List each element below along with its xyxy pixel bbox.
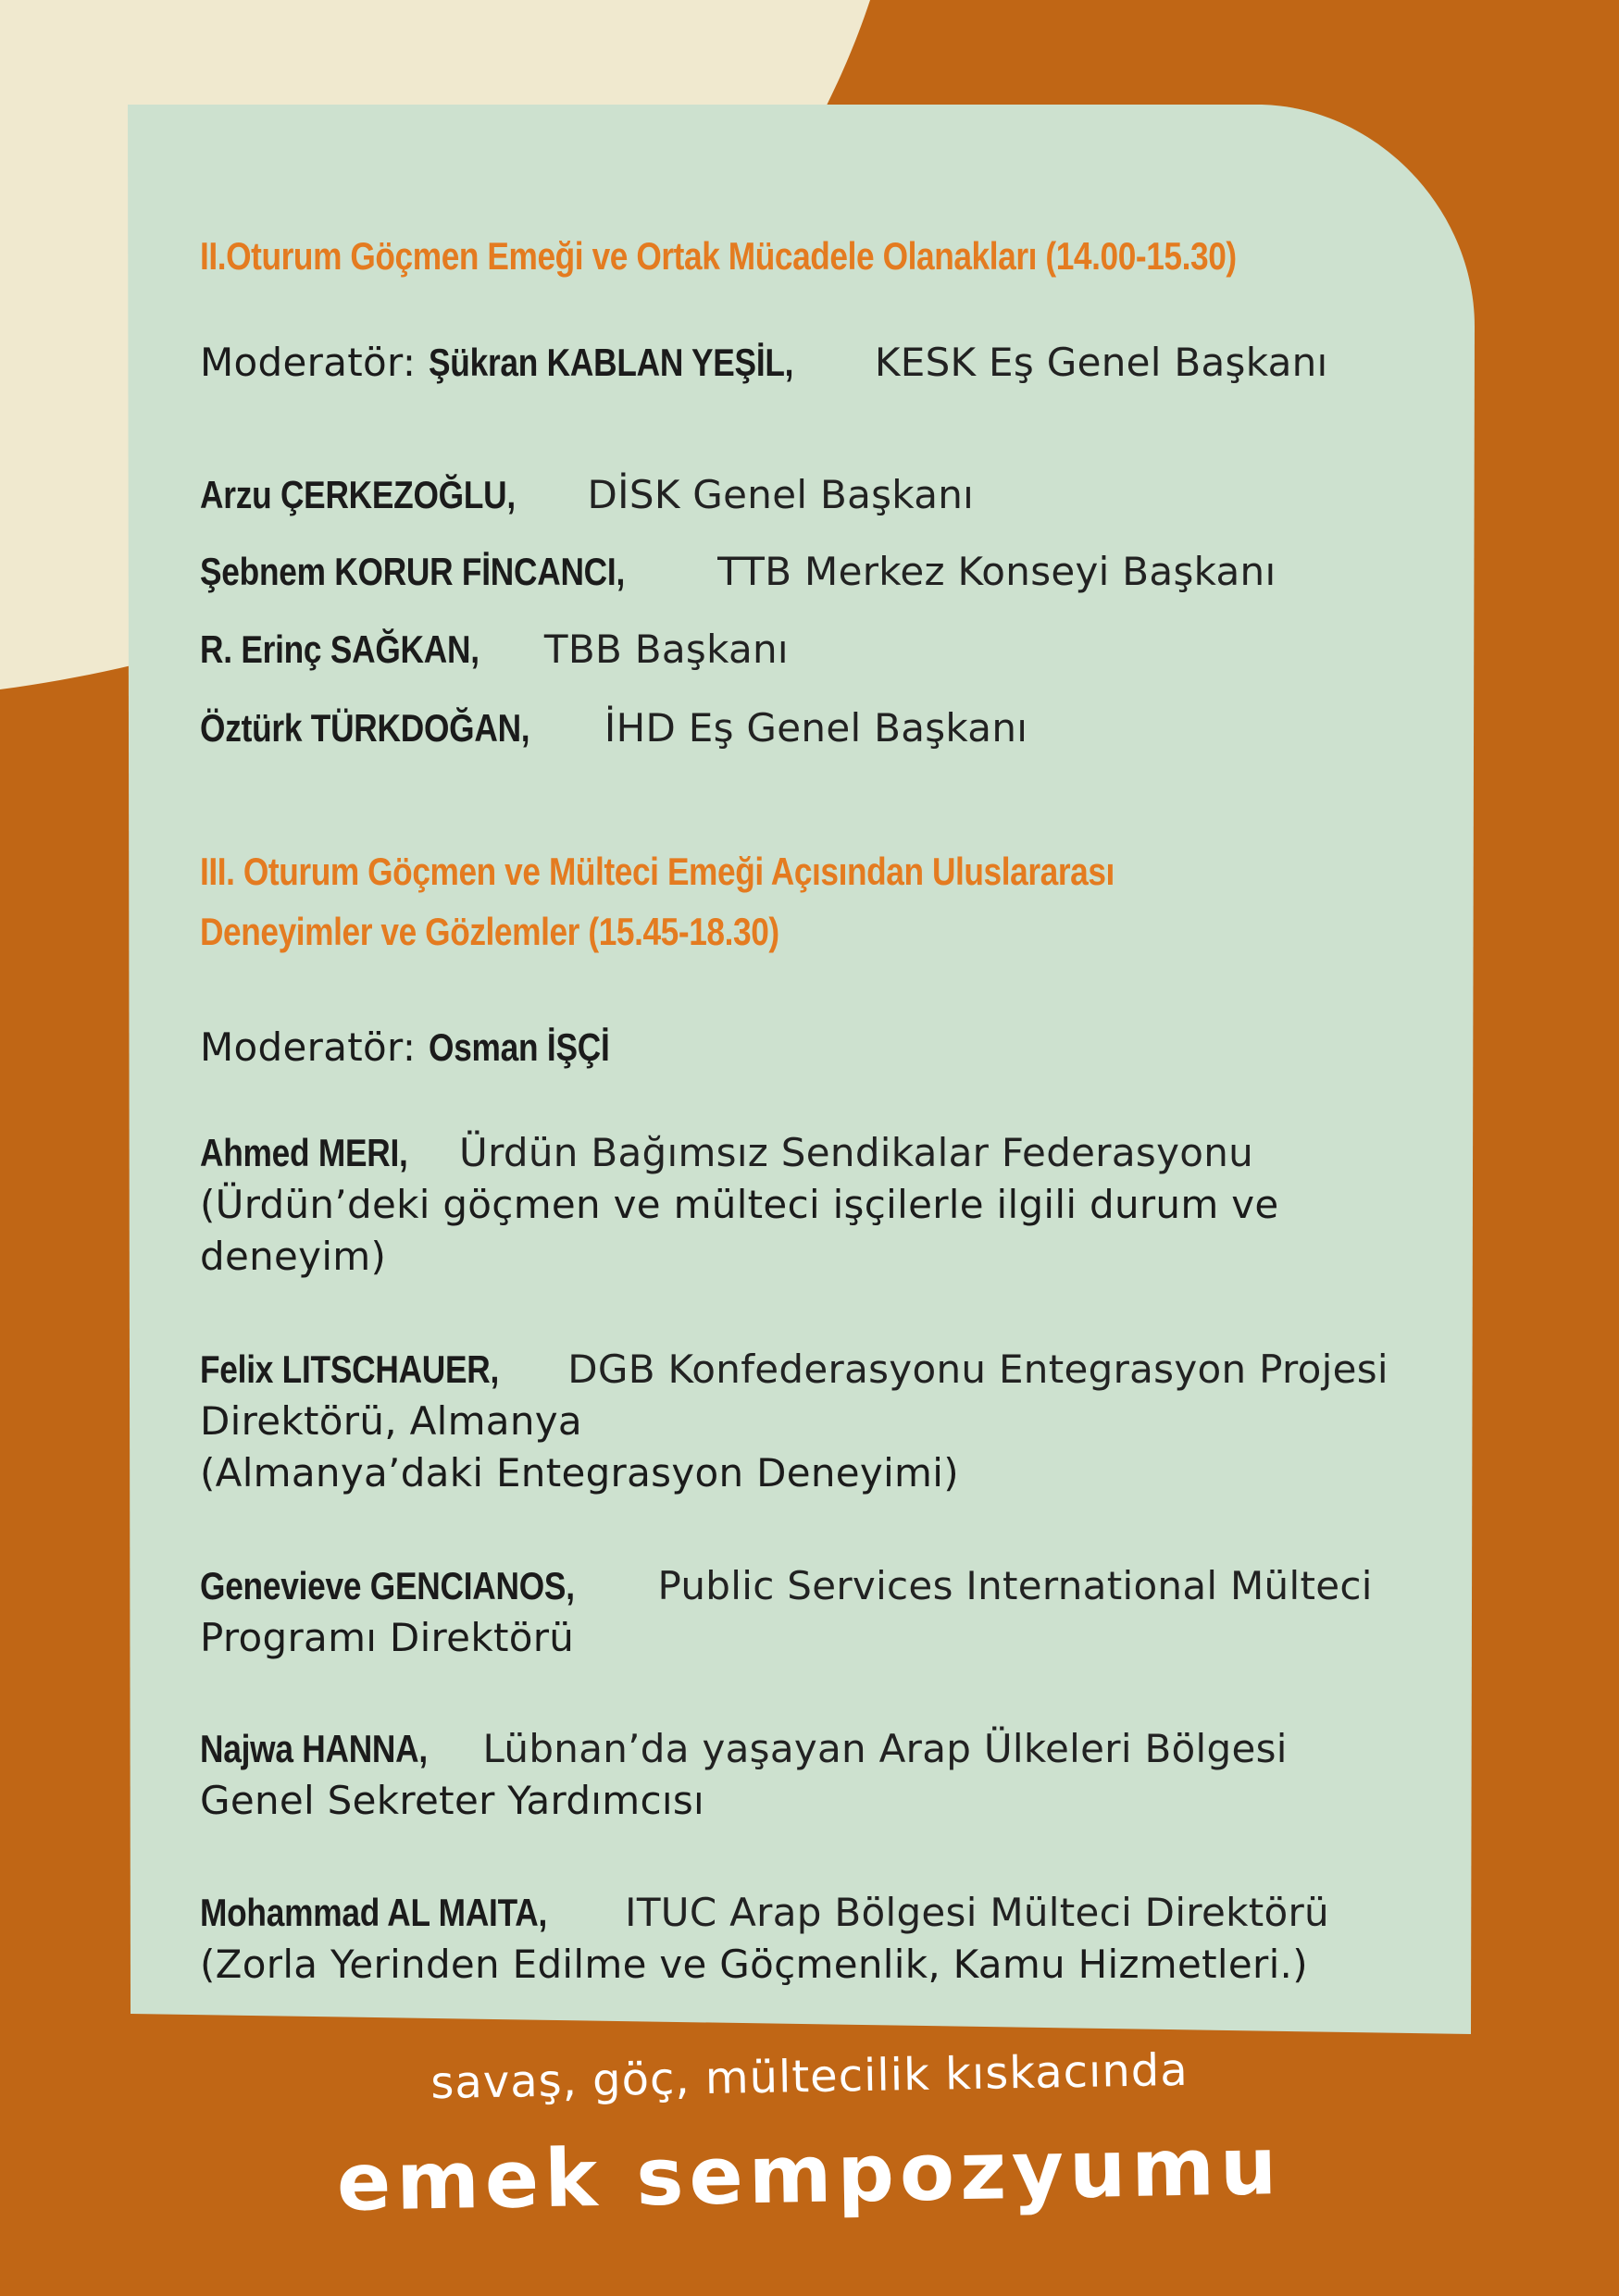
speaker-line bbox=[200, 623, 789, 676]
speaker-role: Lübnan’da yaşayan Arap Ülkeleri Bölgesi bbox=[482, 1726, 1288, 1771]
session3-moderator bbox=[200, 1021, 643, 1074]
footer-title: emek sempozyumu bbox=[336, 2120, 1283, 2229]
speaker-role: TTB Merkez Konseyi Başkanı bbox=[717, 549, 1277, 594]
speaker-detail: (Ürdün’deki göçmen ve mülteci işçilerle ilgili durum ve bbox=[200, 1182, 1279, 1227]
session3-title-line2: Deneyimler ve Gözlemler (15.45-18.30) bbox=[200, 910, 779, 953]
speaker-detail: (Zorla Yerinden Edilme ve Göçmenlik, Kamu Hizmetleri.) bbox=[200, 1942, 1308, 1987]
moderator-label: Moderatör: bbox=[200, 340, 417, 385]
speaker-line bbox=[200, 1722, 1288, 1776]
speaker-name: Ahmed MERI, bbox=[200, 1131, 408, 1174]
session3-title-line1: III. Oturum Göçmen ve Mülteci Emeği Açısından Uluslararası bbox=[200, 850, 1115, 893]
speaker-role: ITUC Arap Bölgesi Mülteci Direktörü bbox=[625, 1890, 1329, 1935]
speaker-detail: deneyim) bbox=[200, 1234, 387, 1279]
moderator-role: KESK Eş Genel Başkanı bbox=[874, 340, 1328, 385]
speaker-role: DGB Konfederasyonu Entegrasyon Projesi bbox=[567, 1347, 1389, 1392]
speaker-detail: Direktörü, Almanya bbox=[200, 1398, 582, 1444]
moderator-label: Moderatör: bbox=[200, 1024, 417, 1070]
content-panel bbox=[128, 105, 1475, 2034]
speaker-line bbox=[200, 1343, 1389, 1396]
footer-subtitle: savaş, göç, mültecilik kıskacında bbox=[430, 2043, 1189, 2110]
speaker-name: Najwa HANNA, bbox=[200, 1727, 428, 1770]
speaker-detail: (Almanya’daki Entegrasyon Deneyimi) bbox=[200, 1450, 959, 1496]
speaker-line bbox=[200, 545, 1276, 599]
session2-title: II.Oturum Göçmen Emeği ve Ortak Mücadele Olanakları (14.00-15.30) bbox=[200, 234, 1237, 278]
session2-moderator bbox=[200, 336, 1328, 390]
speaker-name: Arzu ÇERKEZOĞLU, bbox=[200, 473, 516, 516]
speaker-name: R. Erinç SAĞKAN, bbox=[200, 627, 479, 671]
speaker-role: TBB Başkanı bbox=[543, 627, 789, 672]
speaker-name: Felix LITSCHAUER, bbox=[200, 1347, 500, 1391]
speaker-detail: Programı Direktörü bbox=[200, 1615, 575, 1660]
speaker-line bbox=[200, 1126, 1253, 1180]
speaker-role: Ürdün Bağımsız Sendikalar Federasyonu bbox=[459, 1130, 1254, 1175]
speaker-line bbox=[200, 701, 1027, 755]
speaker-name: Genevieve GENCIANOS, bbox=[200, 1564, 575, 1607]
speaker-role: İHD Eş Genel Başkanı bbox=[604, 705, 1028, 751]
speaker-detail: Genel Sekreter Yardımcısı bbox=[200, 1778, 704, 1823]
speaker-name: Mohammad AL MAITA, bbox=[200, 1891, 548, 1934]
speaker-line bbox=[200, 1559, 1373, 1613]
speaker-line bbox=[200, 1886, 1329, 1940]
moderator-name: Osman İŞÇİ bbox=[428, 1025, 610, 1069]
speaker-name: Öztürk TÜRKDOĞAN, bbox=[200, 706, 530, 750]
speaker-line bbox=[200, 468, 974, 522]
speaker-role: Public Services International Mülteci bbox=[657, 1563, 1373, 1608]
moderator-name: Şükran KABLAN YEŞİL, bbox=[428, 341, 794, 384]
speaker-name: Şebnem KORUR FİNCANCI, bbox=[200, 550, 626, 593]
speaker-role: DİSK Genel Başkanı bbox=[587, 472, 975, 517]
